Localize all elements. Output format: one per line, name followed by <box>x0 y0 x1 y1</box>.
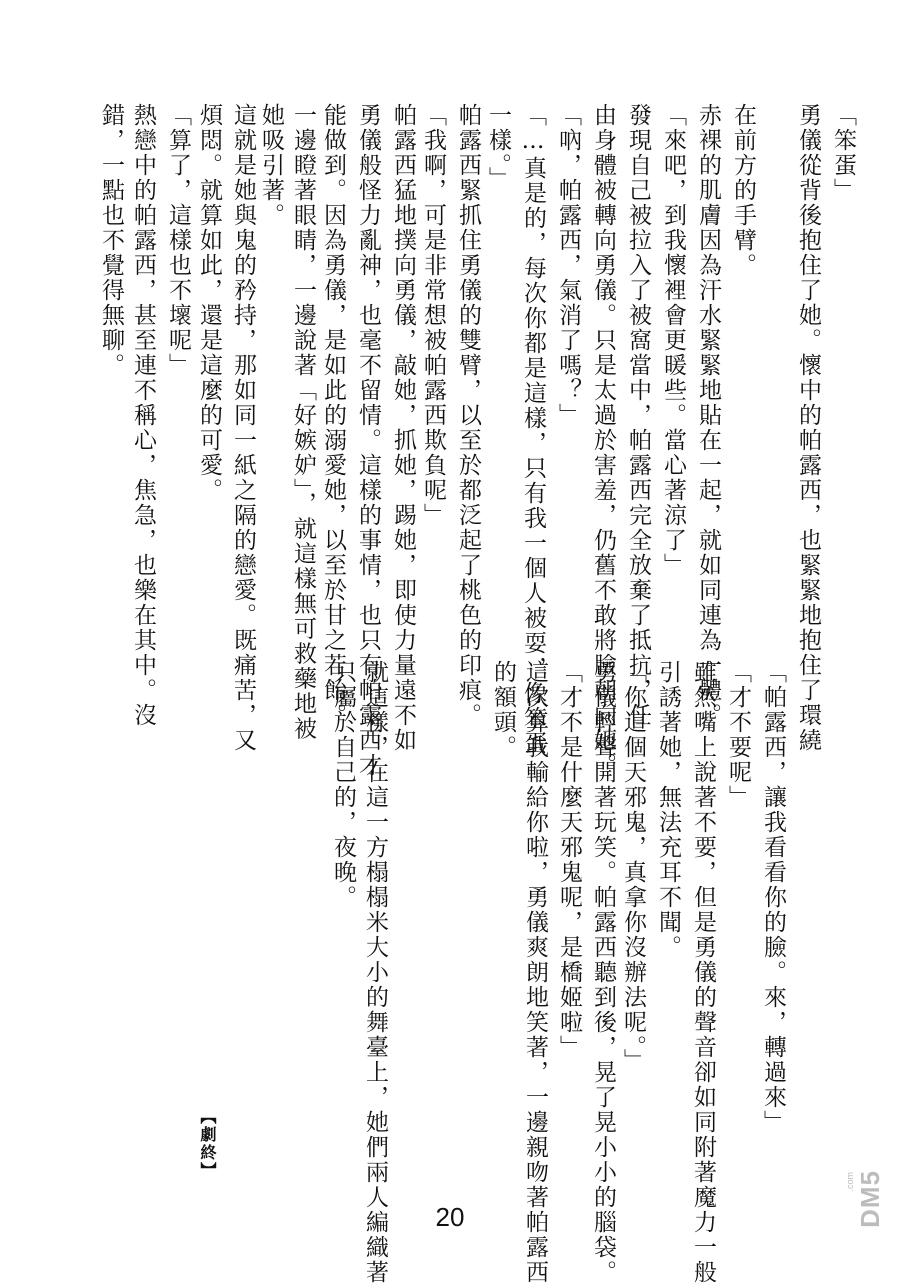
text-column: 一邊瞪著眼睛，一邊說著「好嫉妒」，就這樣無可救藥地被 <box>290 103 316 742</box>
text-column: 的額頭。 <box>490 660 516 760</box>
watermark-logo <box>845 1170 890 1240</box>
text-column: 帕露西猛地撲向勇儀，敲她，抓她，踢她，即使力量遠不如 <box>390 103 416 753</box>
text-column: 由身體被轉向勇儀。只是太過於害羞，仍舊不敢將臉朝向她。 <box>590 103 616 778</box>
watermark-domain: .com <box>845 1172 855 1192</box>
text-column: 帕露西緊抓住勇儀的雙臂，以至於都泛起了桃色的印痕。 <box>455 103 481 728</box>
text-column: 「才不要呢」 <box>725 660 751 810</box>
text-column: 「帕露西，讓我看看你的臉。來，轉過來」 <box>760 660 786 1135</box>
text-column: 熱戀中的帕露西，甚至連不稱心，焦急，也樂在其中。沒 <box>130 103 156 728</box>
text-column: 「…真是的，每次你都是這樣，只有我一個人被耍，像笨蛋 <box>520 103 546 756</box>
page-number: 20 <box>435 1202 465 1232</box>
text-column: 一樣。」 <box>485 103 511 192</box>
text-column: 「來吧，到我懷裡會更暖些。當心著涼了」 <box>660 103 686 578</box>
text-column: 引誘著她，無法充耳不聞。 <box>655 660 681 960</box>
text-column: 「才不是什麼天邪鬼呢，是橋姬啦」 <box>556 660 582 1060</box>
text-column: 這次算我輸給你啦，勇儀爽朗地笑著，一邊親吻著帕露西 <box>522 660 548 1285</box>
text-column: 雖然嘴上說著不要，但是勇儀的聲音卻如同附著魔力一般 <box>690 660 716 1285</box>
text-column: 發現自己被拉入了被窩當中，帕露西完全放棄了抵抗，任 <box>625 103 651 728</box>
text-column: 就這樣，在這一方榻榻米大小的舞臺上，她們兩人編織著 <box>362 660 388 1285</box>
text-column: 「你這個天邪鬼，真拿你沒辦法呢。」 <box>620 660 646 1074</box>
text-column: 在前方的手臂。 <box>730 103 756 278</box>
text-column: 勇儀從背後抱住了她。懷中的帕露西，也緊緊地抱住了環繞 <box>795 103 821 753</box>
text-column: 「算了，這樣也不壞呢」 <box>165 103 191 378</box>
text-column: 這就是她與鬼的矜持，那如同一紙之隔的戀愛。既痛苦，又 <box>230 103 256 753</box>
text-column: 赤裸的肌膚因為汗水緊緊地貼在一起，就如同連為一體。 <box>695 103 721 728</box>
end-mark: 【劇終】 <box>198 1108 217 1180</box>
text-column: 「我啊，可是非常想被帕露西欺負呢」 <box>420 103 446 528</box>
text-column: 「吶，帕露西，氣消了嗎？」 <box>555 103 581 428</box>
text-column: 她吸引著。 <box>258 103 284 228</box>
text-column: 勇儀輕聲開著玩笑。帕露西聽到後，晃了晃小小的腦袋。 <box>590 660 616 1285</box>
watermark-text: DM5 <box>855 1170 885 1228</box>
text-column: 煩悶。就算如此，還是這麼的可愛。 <box>196 103 222 503</box>
text-column: 勇儀般怪力亂神，也毫不留情。這樣的事情，也只有帕露西才 <box>355 103 381 778</box>
text-column: 能做到。因為勇儀，是如此的溺愛她，以至於甘之若飴。 <box>320 103 346 728</box>
text-column: 「笨蛋」 <box>830 103 856 203</box>
text-column: 錯，一點也不覺得無聊。 <box>98 103 124 378</box>
text-column: 只屬於自己的，夜晚。 <box>330 660 356 910</box>
